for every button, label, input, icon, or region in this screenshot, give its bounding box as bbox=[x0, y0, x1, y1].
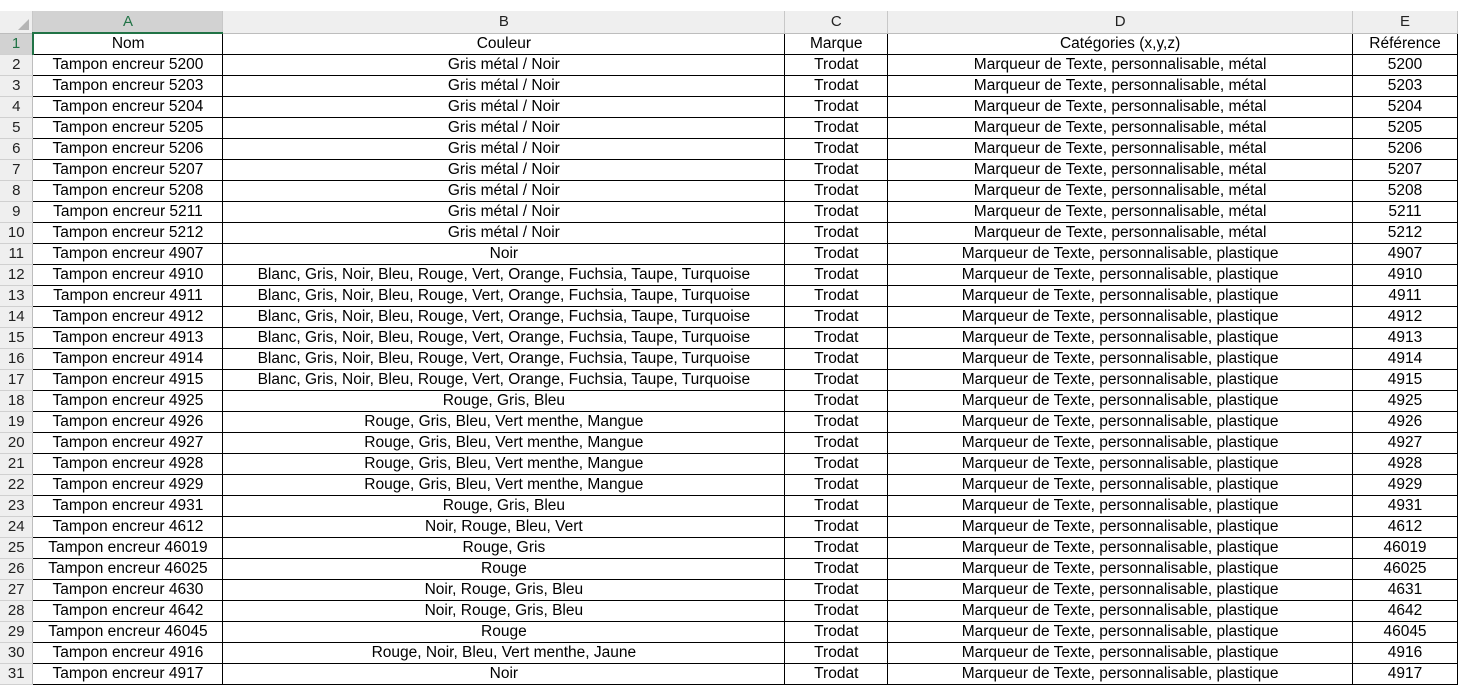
cell-nom[interactable]: Tampon encreur 5212 bbox=[33, 222, 223, 243]
cell-marque[interactable]: Trodat bbox=[785, 222, 888, 243]
table-row bbox=[0, 558, 1458, 579]
cell-categories[interactable]: Marqueur de Texte, personnalisable, métal bbox=[888, 180, 1353, 201]
cell-couleur[interactable]: Gris métal / Noir bbox=[223, 201, 785, 222]
cell-couleur[interactable]: Gris métal / Noir bbox=[223, 138, 785, 159]
cell-reference[interactable]: 4907 bbox=[1353, 243, 1458, 264]
cell-marque[interactable]: Trodat bbox=[785, 558, 888, 579]
cell-couleur[interactable]: Rouge, Gris, Bleu bbox=[223, 390, 785, 411]
row-header[interactable]: 2 bbox=[0, 54, 33, 75]
cell-nom[interactable]: Tampon encreur 4913 bbox=[33, 327, 223, 348]
column-header-b[interactable]: B bbox=[223, 11, 785, 33]
cell-reference[interactable]: 4642 bbox=[1353, 600, 1458, 621]
cell-reference[interactable]: 5208 bbox=[1353, 180, 1458, 201]
cell-nom[interactable]: Tampon encreur 5211 bbox=[33, 201, 223, 222]
row-header[interactable]: 22 bbox=[0, 474, 33, 495]
cell-reference[interactable]: 4929 bbox=[1353, 474, 1458, 495]
cell-couleur[interactable]: Rouge, Gris, Bleu, Vert menthe, Mangue bbox=[223, 432, 785, 453]
cell-marque[interactable]: Trodat bbox=[785, 243, 888, 264]
table-row bbox=[0, 642, 1458, 663]
cell-reference[interactable]: 4911 bbox=[1353, 285, 1458, 306]
cell-nom[interactable]: Tampon encreur 5204 bbox=[33, 96, 223, 117]
row-header[interactable]: 11 bbox=[0, 243, 33, 264]
table-row bbox=[0, 453, 1458, 474]
row-header[interactable]: 12 bbox=[0, 264, 33, 285]
cell-nom[interactable]: Tampon encreur 4612 bbox=[33, 516, 223, 537]
cell-reference[interactable]: 46025 bbox=[1353, 558, 1458, 579]
row-header[interactable]: 14 bbox=[0, 306, 33, 327]
table-row bbox=[0, 75, 1458, 96]
table-row bbox=[0, 579, 1458, 600]
cell-reference[interactable]: 4910 bbox=[1353, 264, 1458, 285]
table-header-row bbox=[0, 33, 1458, 54]
cell-nom[interactable]: Tampon encreur 4915 bbox=[33, 369, 223, 390]
table-row bbox=[0, 138, 1458, 159]
column-header-e[interactable]: E bbox=[1353, 11, 1458, 33]
row-header[interactable]: 3 bbox=[0, 75, 33, 96]
cell-couleur[interactable]: Gris métal / Noir bbox=[223, 117, 785, 138]
table-row bbox=[0, 306, 1458, 327]
cell-couleur[interactable]: Rouge, Gris, Bleu, Vert menthe, Mangue bbox=[223, 411, 785, 432]
column-header-row bbox=[0, 11, 1458, 33]
table-row bbox=[0, 537, 1458, 558]
row-header[interactable]: 10 bbox=[0, 222, 33, 243]
row-header[interactable]: 13 bbox=[0, 285, 33, 306]
cell-marque[interactable]: Trodat bbox=[785, 159, 888, 180]
cell-marque[interactable]: Trodat bbox=[785, 474, 888, 495]
cell-nom[interactable]: Tampon encreur 5203 bbox=[33, 75, 223, 96]
cell-categories[interactable]: Marqueur de Texte, personnalisable, plastique bbox=[888, 285, 1353, 306]
cell-reference[interactable]: 4927 bbox=[1353, 432, 1458, 453]
header-cell-reference[interactable]: Référence bbox=[1353, 33, 1458, 54]
cell-reference[interactable]: 46045 bbox=[1353, 621, 1458, 642]
row-header[interactable]: 27 bbox=[0, 579, 33, 600]
cell-nom[interactable]: Tampon encreur 4929 bbox=[33, 474, 223, 495]
cell-marque[interactable]: Trodat bbox=[785, 54, 888, 75]
cell-nom[interactable]: Tampon encreur 4931 bbox=[33, 495, 223, 516]
table-row bbox=[0, 495, 1458, 516]
cell-categories[interactable]: Marqueur de Texte, personnalisable, plastique bbox=[888, 243, 1353, 264]
cell-nom[interactable]: Tampon encreur 4911 bbox=[33, 285, 223, 306]
cell-nom[interactable]: Tampon encreur 4928 bbox=[33, 453, 223, 474]
cell-marque[interactable]: Trodat bbox=[785, 264, 888, 285]
cell-categories[interactable]: Marqueur de Texte, personnalisable, métal bbox=[888, 159, 1353, 180]
table-row bbox=[0, 621, 1458, 642]
cell-categories[interactable]: Marqueur de Texte, personnalisable, plastique bbox=[888, 495, 1353, 516]
cell-marque[interactable]: Trodat bbox=[785, 600, 888, 621]
cell-couleur[interactable]: Noir, Rouge, Gris, Bleu bbox=[223, 579, 785, 600]
cell-categories[interactable]: Marqueur de Texte, personnalisable, plastique bbox=[888, 390, 1353, 411]
cell-reference[interactable]: 4612 bbox=[1353, 516, 1458, 537]
cell-reference[interactable]: 4928 bbox=[1353, 453, 1458, 474]
row-header[interactable]: 24 bbox=[0, 516, 33, 537]
cell-nom[interactable]: Tampon encreur 5206 bbox=[33, 138, 223, 159]
cell-marque[interactable]: Trodat bbox=[785, 348, 888, 369]
row-header[interactable]: 29 bbox=[0, 621, 33, 642]
table-row bbox=[0, 369, 1458, 390]
cell-marque[interactable]: Trodat bbox=[785, 537, 888, 558]
cell-nom[interactable]: Tampon encreur 4907 bbox=[33, 243, 223, 264]
row-header[interactable]: 4 bbox=[0, 96, 33, 117]
table-row bbox=[0, 117, 1458, 138]
cell-reference[interactable]: 5211 bbox=[1353, 201, 1458, 222]
cell-couleur[interactable]: Gris métal / Noir bbox=[223, 180, 785, 201]
sheet-table bbox=[0, 11, 1458, 685]
cell-reference[interactable]: 5204 bbox=[1353, 96, 1458, 117]
table-row bbox=[0, 54, 1458, 75]
cell-marque[interactable]: Trodat bbox=[785, 369, 888, 390]
cell-categories[interactable]: Marqueur de Texte, personnalisable, plastique bbox=[888, 348, 1353, 369]
table-row bbox=[0, 348, 1458, 369]
cell-marque[interactable]: Trodat bbox=[785, 327, 888, 348]
cell-categories[interactable]: Marqueur de Texte, personnalisable, métal bbox=[888, 96, 1353, 117]
cell-nom[interactable]: Tampon encreur 4642 bbox=[33, 600, 223, 621]
table-row bbox=[0, 432, 1458, 453]
cell-marque[interactable]: Trodat bbox=[785, 306, 888, 327]
cell-reference[interactable]: 46019 bbox=[1353, 537, 1458, 558]
cell-marque[interactable]: Trodat bbox=[785, 621, 888, 642]
row-header[interactable]: 25 bbox=[0, 537, 33, 558]
row-header[interactable]: 8 bbox=[0, 180, 33, 201]
cell-couleur[interactable]: Blanc, Gris, Noir, Bleu, Rouge, Vert, Orange, Fuchsia, Taupe, Turquoise bbox=[223, 327, 785, 348]
cell-categories[interactable]: Marqueur de Texte, personnalisable, métal bbox=[888, 54, 1353, 75]
cell-couleur[interactable]: Blanc, Gris, Noir, Bleu, Rouge, Vert, Orange, Fuchsia, Taupe, Turquoise bbox=[223, 306, 785, 327]
cell-marque[interactable]: Trodat bbox=[785, 390, 888, 411]
cell-categories[interactable]: Marqueur de Texte, personnalisable, plastique bbox=[888, 306, 1353, 327]
select-all-button[interactable] bbox=[0, 11, 33, 33]
table-row bbox=[0, 222, 1458, 243]
row-header[interactable]: 9 bbox=[0, 201, 33, 222]
column-header-d[interactable]: D bbox=[888, 11, 1353, 33]
cell-marque[interactable]: Trodat bbox=[785, 75, 888, 96]
cell-couleur[interactable]: Noir bbox=[223, 243, 785, 264]
row-header[interactable]: 18 bbox=[0, 390, 33, 411]
table-row bbox=[0, 516, 1458, 537]
cell-couleur[interactable]: Gris métal / Noir bbox=[223, 54, 785, 75]
table-row bbox=[0, 180, 1458, 201]
row-header[interactable]: 19 bbox=[0, 411, 33, 432]
cell-reference[interactable]: 4931 bbox=[1353, 495, 1458, 516]
table-row bbox=[0, 243, 1458, 264]
cell-categories[interactable]: Marqueur de Texte, personnalisable, métal bbox=[888, 138, 1353, 159]
column-header-a[interactable]: A bbox=[33, 11, 223, 33]
cell-categories[interactable]: Marqueur de Texte, personnalisable, plastique bbox=[888, 474, 1353, 495]
cell-categories[interactable]: Marqueur de Texte, personnalisable, plastique bbox=[888, 642, 1353, 663]
header-cell-nom[interactable]: Nom bbox=[33, 33, 223, 54]
table-row bbox=[0, 390, 1458, 411]
cell-nom[interactable]: Tampon encreur 5205 bbox=[33, 117, 223, 138]
cell-couleur[interactable]: Rouge, Noir, Bleu, Vert menthe, Jaune bbox=[223, 642, 785, 663]
cell-couleur[interactable]: Noir, Rouge, Gris, Bleu bbox=[223, 600, 785, 621]
cell-marque[interactable]: Trodat bbox=[785, 642, 888, 663]
cell-nom[interactable]: Tampon encreur 4916 bbox=[33, 642, 223, 663]
row-header[interactable]: 20 bbox=[0, 432, 33, 453]
cell-categories[interactable]: Marqueur de Texte, personnalisable, métal bbox=[888, 222, 1353, 243]
cell-marque[interactable]: Trodat bbox=[785, 180, 888, 201]
cell-reference[interactable]: 4915 bbox=[1353, 369, 1458, 390]
cell-couleur[interactable]: Rouge, Gris, Bleu, Vert menthe, Mangue bbox=[223, 453, 785, 474]
table-row bbox=[0, 264, 1458, 285]
row-header[interactable]: 26 bbox=[0, 558, 33, 579]
cell-categories[interactable]: Marqueur de Texte, personnalisable, plastique bbox=[888, 369, 1353, 390]
cell-categories[interactable]: Marqueur de Texte, personnalisable, plastique bbox=[888, 600, 1353, 621]
cell-categories[interactable]: Marqueur de Texte, personnalisable, métal bbox=[888, 117, 1353, 138]
table-row bbox=[0, 411, 1458, 432]
row-header[interactable]: 6 bbox=[0, 138, 33, 159]
cell-couleur[interactable]: Blanc, Gris, Noir, Bleu, Rouge, Vert, Orange, Fuchsia, Taupe, Turquoise bbox=[223, 369, 785, 390]
row-header[interactable]: 15 bbox=[0, 327, 33, 348]
cell-marque[interactable]: Trodat bbox=[785, 117, 888, 138]
cell-categories[interactable]: Marqueur de Texte, personnalisable, plastique bbox=[888, 453, 1353, 474]
row-header[interactable]: 28 bbox=[0, 600, 33, 621]
cell-reference[interactable]: 4914 bbox=[1353, 348, 1458, 369]
cell-categories[interactable]: Marqueur de Texte, personnalisable, plastique bbox=[888, 264, 1353, 285]
cell-couleur[interactable]: Rouge, Gris, Bleu, Vert menthe, Mangue bbox=[223, 474, 785, 495]
table-row bbox=[0, 201, 1458, 222]
cell-nom[interactable]: Tampon encreur 4910 bbox=[33, 264, 223, 285]
cell-reference[interactable]: 5207 bbox=[1353, 159, 1458, 180]
cell-reference[interactable]: 5206 bbox=[1353, 138, 1458, 159]
cell-categories[interactable]: Marqueur de Texte, personnalisable, plastique bbox=[888, 579, 1353, 600]
cell-reference[interactable]: 4912 bbox=[1353, 306, 1458, 327]
cell-couleur[interactable]: Rouge bbox=[223, 558, 785, 579]
cell-categories[interactable]: Marqueur de Texte, personnalisable, plastique bbox=[888, 516, 1353, 537]
cell-marque[interactable]: Trodat bbox=[785, 96, 888, 117]
cell-nom[interactable]: Tampon encreur 4927 bbox=[33, 432, 223, 453]
cell-marque[interactable]: Trodat bbox=[785, 453, 888, 474]
cell-marque[interactable]: Trodat bbox=[785, 285, 888, 306]
row-header[interactable]: 17 bbox=[0, 369, 33, 390]
row-header[interactable]: 16 bbox=[0, 348, 33, 369]
cell-marque[interactable]: Trodat bbox=[785, 663, 888, 684]
table-row bbox=[0, 159, 1458, 180]
cell-reference[interactable]: 5212 bbox=[1353, 222, 1458, 243]
cell-categories[interactable]: Marqueur de Texte, personnalisable, plastique bbox=[888, 327, 1353, 348]
cell-categories[interactable]: Marqueur de Texte, personnalisable, métal bbox=[888, 201, 1353, 222]
cell-reference[interactable]: 4925 bbox=[1353, 390, 1458, 411]
table-row bbox=[0, 474, 1458, 495]
cell-nom[interactable]: Tampon encreur 46019 bbox=[33, 537, 223, 558]
cell-couleur[interactable]: Blanc, Gris, Noir, Bleu, Rouge, Vert, Orange, Fuchsia, Taupe, Turquoise bbox=[223, 264, 785, 285]
table-row bbox=[0, 96, 1458, 117]
row-header[interactable]: 31 bbox=[0, 663, 33, 684]
cell-reference[interactable]: 4913 bbox=[1353, 327, 1458, 348]
cell-couleur[interactable]: Noir bbox=[223, 663, 785, 684]
cell-reference[interactable]: 4917 bbox=[1353, 663, 1458, 684]
cell-marque[interactable]: Trodat bbox=[785, 138, 888, 159]
cell-reference[interactable]: 5203 bbox=[1353, 75, 1458, 96]
cell-marque[interactable]: Trodat bbox=[785, 411, 888, 432]
cell-nom[interactable]: Tampon encreur 4925 bbox=[33, 390, 223, 411]
cell-categories[interactable]: Marqueur de Texte, personnalisable, plastique bbox=[888, 663, 1353, 684]
cell-nom[interactable]: Tampon encreur 4914 bbox=[33, 348, 223, 369]
cell-couleur[interactable]: Noir, Rouge, Bleu, Vert bbox=[223, 516, 785, 537]
cell-categories[interactable]: Marqueur de Texte, personnalisable, plastique bbox=[888, 432, 1353, 453]
cell-reference[interactable]: 4916 bbox=[1353, 642, 1458, 663]
table-row bbox=[0, 663, 1458, 684]
cell-nom[interactable]: Tampon encreur 5208 bbox=[33, 180, 223, 201]
cell-nom[interactable]: Tampon encreur 46025 bbox=[33, 558, 223, 579]
cell-categories[interactable]: Marqueur de Texte, personnalisable, plastique bbox=[888, 411, 1353, 432]
cell-couleur[interactable]: Gris métal / Noir bbox=[223, 159, 785, 180]
cell-marque[interactable]: Trodat bbox=[785, 432, 888, 453]
row-header[interactable]: 23 bbox=[0, 495, 33, 516]
cell-categories[interactable]: Marqueur de Texte, personnalisable, métal bbox=[888, 75, 1353, 96]
cell-couleur[interactable]: Rouge, Gris bbox=[223, 537, 785, 558]
row-header[interactable]: 7 bbox=[0, 159, 33, 180]
column-header-c[interactable]: C bbox=[785, 11, 888, 33]
cell-couleur[interactable]: Rouge bbox=[223, 621, 785, 642]
cell-couleur[interactable]: Rouge, Gris, Bleu bbox=[223, 495, 785, 516]
row-header[interactable]: 5 bbox=[0, 117, 33, 138]
header-cell-categories[interactable]: Catégories (x,y,z) bbox=[888, 33, 1353, 54]
cell-categories[interactable]: Marqueur de Texte, personnalisable, plastique bbox=[888, 558, 1353, 579]
cell-nom[interactable]: Tampon encreur 46045 bbox=[33, 621, 223, 642]
cell-marque[interactable]: Trodat bbox=[785, 516, 888, 537]
table-row bbox=[0, 285, 1458, 306]
cell-marque[interactable]: Trodat bbox=[785, 579, 888, 600]
table-row bbox=[0, 600, 1458, 621]
select-all-triangle-icon bbox=[18, 19, 29, 30]
cell-nom[interactable]: Tampon encreur 5207 bbox=[33, 159, 223, 180]
cell-reference[interactable]: 4926 bbox=[1353, 411, 1458, 432]
row-header[interactable]: 1 bbox=[0, 33, 33, 54]
row-header[interactable]: 30 bbox=[0, 642, 33, 663]
cell-nom[interactable]: Tampon encreur 4926 bbox=[33, 411, 223, 432]
cell-categories[interactable]: Marqueur de Texte, personnalisable, plastique bbox=[888, 621, 1353, 642]
cell-reference[interactable]: 5205 bbox=[1353, 117, 1458, 138]
cell-couleur[interactable]: Gris métal / Noir bbox=[223, 222, 785, 243]
cell-nom[interactable]: Tampon encreur 4917 bbox=[33, 663, 223, 684]
row-header[interactable]: 21 bbox=[0, 453, 33, 474]
cell-couleur[interactable]: Gris métal / Noir bbox=[223, 96, 785, 117]
cell-couleur[interactable]: Blanc, Gris, Noir, Bleu, Rouge, Vert, Orange, Fuchsia, Taupe, Turquoise bbox=[223, 348, 785, 369]
cell-reference[interactable]: 5200 bbox=[1353, 54, 1458, 75]
cell-couleur[interactable]: Blanc, Gris, Noir, Bleu, Rouge, Vert, Orange, Fuchsia, Taupe, Turquoise bbox=[223, 285, 785, 306]
cell-categories[interactable]: Marqueur de Texte, personnalisable, plastique bbox=[888, 537, 1353, 558]
cell-nom[interactable]: Tampon encreur 4630 bbox=[33, 579, 223, 600]
cell-reference[interactable]: 4631 bbox=[1353, 579, 1458, 600]
cell-marque[interactable]: Trodat bbox=[785, 201, 888, 222]
header-cell-couleur[interactable]: Couleur bbox=[223, 33, 785, 54]
cell-nom[interactable]: Tampon encreur 5200 bbox=[33, 54, 223, 75]
table-row bbox=[0, 327, 1458, 348]
header-cell-marque[interactable]: Marque bbox=[785, 33, 888, 54]
cell-couleur[interactable]: Gris métal / Noir bbox=[223, 75, 785, 96]
cell-marque[interactable]: Trodat bbox=[785, 495, 888, 516]
cell-nom[interactable]: Tampon encreur 4912 bbox=[33, 306, 223, 327]
